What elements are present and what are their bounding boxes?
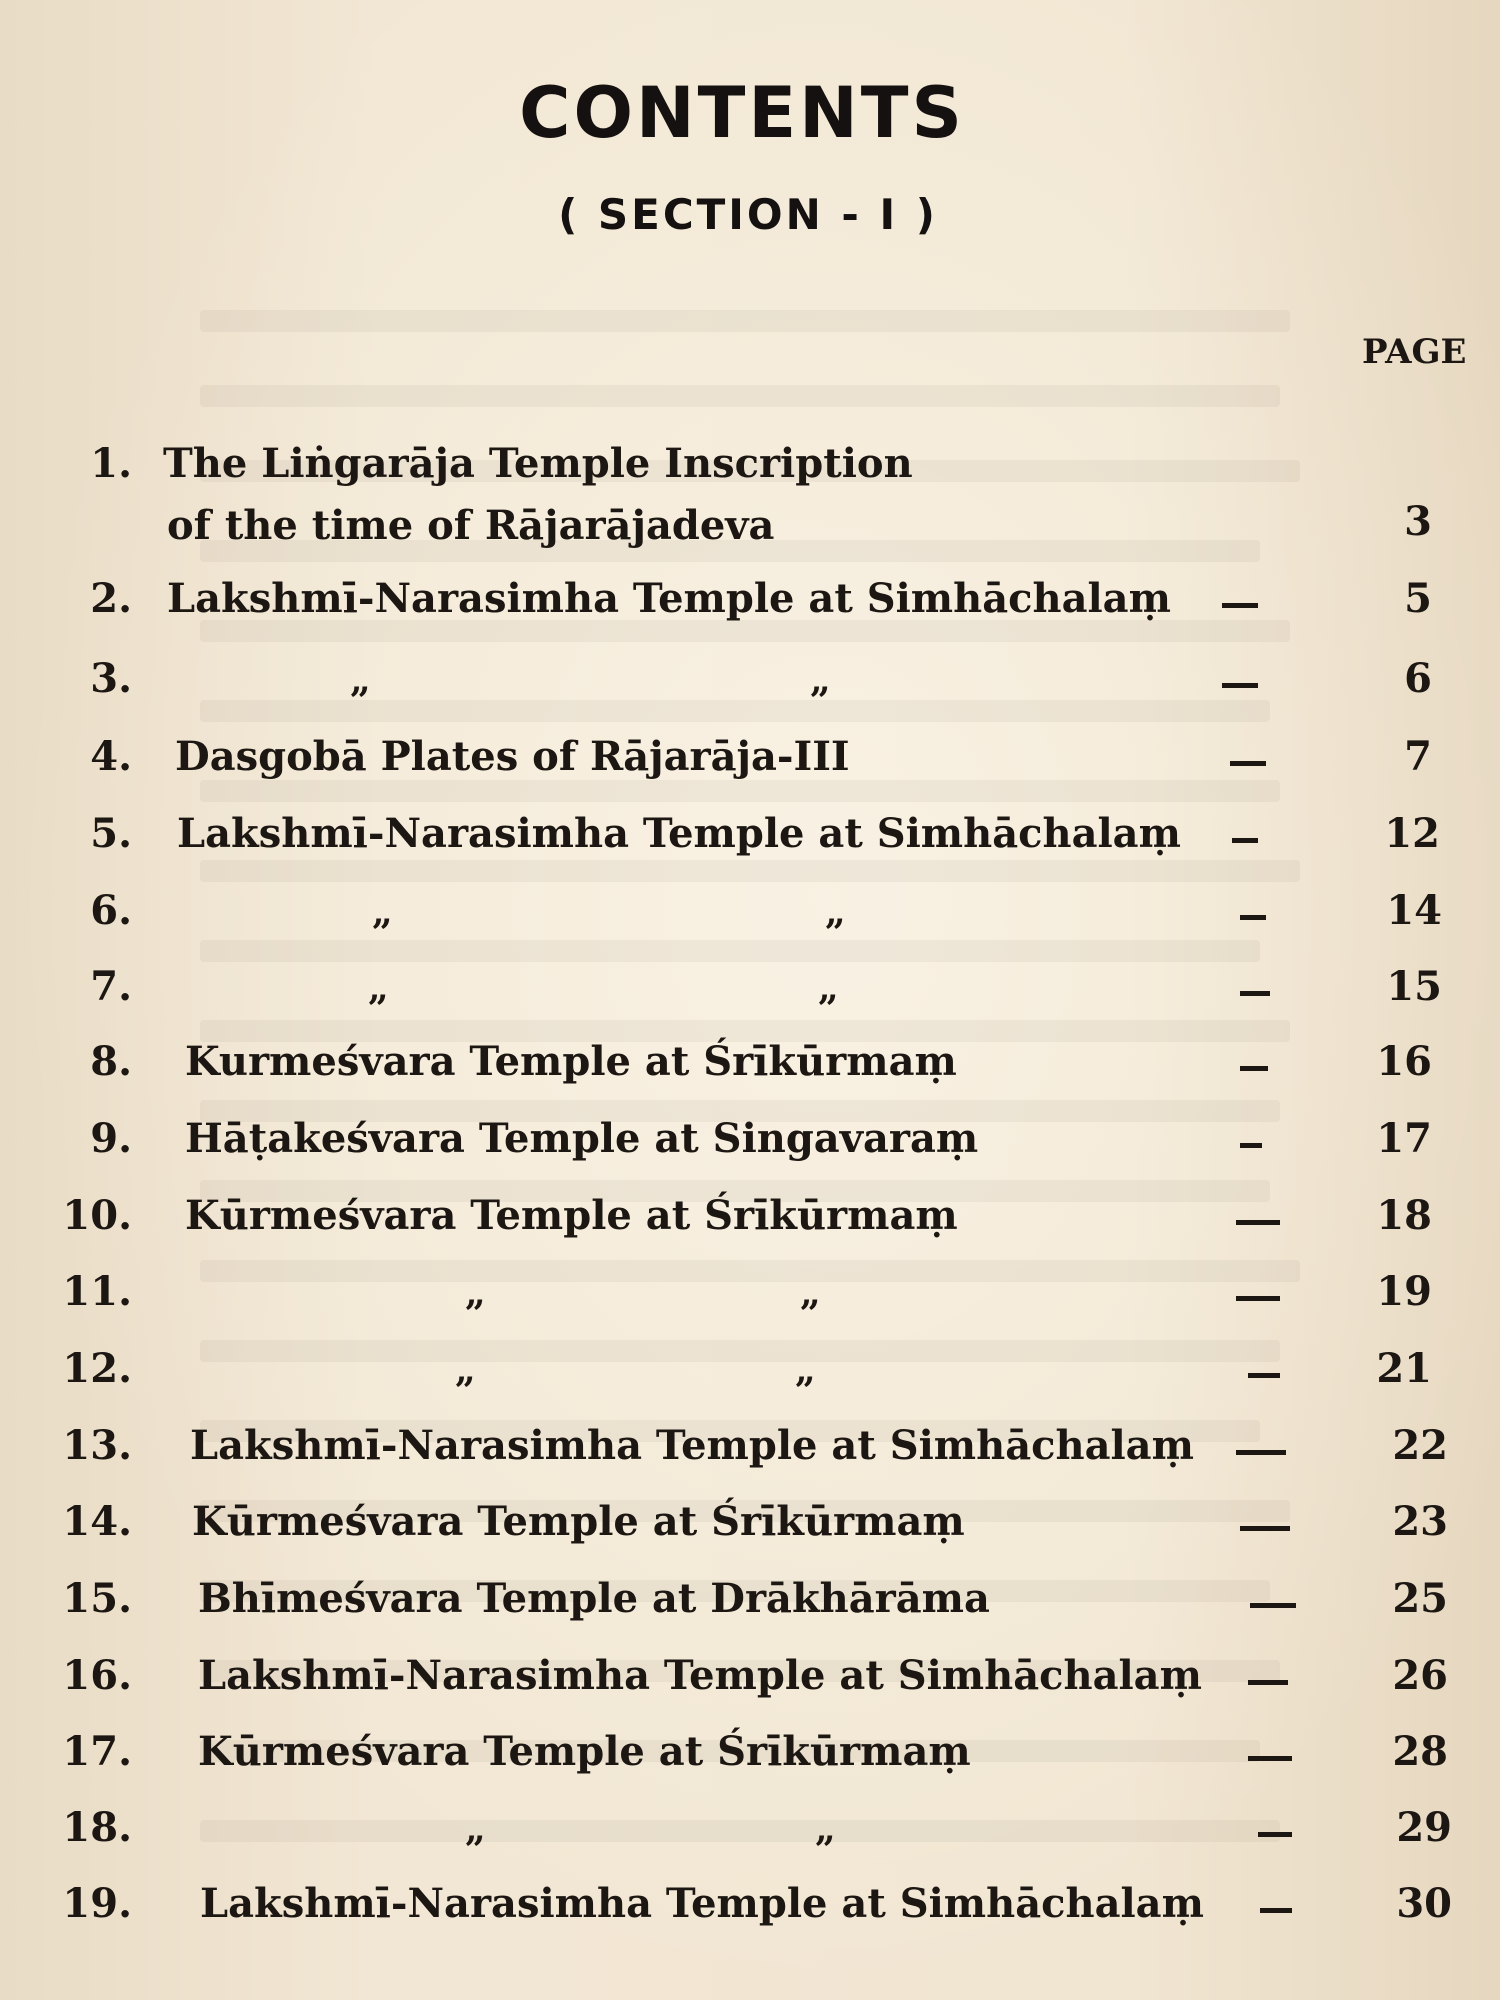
contents-entry: [0, 1728, 1500, 1788]
entry-title: Lakshmī-Narasimha Temple at Simhāchalaṃ: [200, 1880, 1204, 1927]
entry-title: Dasgobā Plates of Rājarāja-III: [175, 733, 850, 780]
leader-dash: [1258, 1832, 1292, 1837]
ditto-mark: „: [825, 891, 847, 933]
contents-entry: [0, 575, 1500, 635]
entry-title: Hāṭakeśvara Temple at Singavaraṃ: [185, 1115, 979, 1162]
entry-title: Lakshmī-Narasimha Temple at Simhāchalaṃ: [198, 1652, 1202, 1699]
entry-number: 16.: [62, 1652, 132, 1699]
entry-page-number: 14: [1386, 887, 1442, 934]
entry-number: 2.: [90, 575, 132, 622]
entry-number: 14.: [62, 1498, 132, 1545]
entry-page-number: 3: [1404, 498, 1432, 545]
entry-number: 18.: [62, 1804, 132, 1851]
entry-title: Lakshmī-Narasimha Temple at Simhāchalaṃ: [190, 1422, 1194, 1469]
contents-entry: [0, 1804, 1500, 1864]
leader-dash: [1236, 1450, 1286, 1455]
leader-dash: [1240, 1143, 1262, 1148]
entry-page-number: 5: [1404, 575, 1432, 622]
entry-page-number: 18: [1376, 1192, 1432, 1239]
leader-dash: [1250, 1603, 1296, 1608]
entry-page-number: 16: [1376, 1038, 1432, 1085]
ditto-mark: „: [815, 1808, 837, 1850]
ditto-mark: „: [372, 891, 394, 933]
entry-title: The Liṅgarāja Temple Inscription: [163, 440, 913, 487]
entry-page-number: 19: [1376, 1268, 1432, 1315]
ditto-mark: „: [350, 659, 372, 701]
entry-number: 5.: [90, 810, 132, 857]
entry-number: 9.: [90, 1115, 132, 1162]
ditto-mark: „: [795, 1349, 817, 1391]
entry-title: Lakshmī-Narasimha Temple at Simhāchalaṃ: [177, 810, 1181, 857]
entry-page-number: 21: [1376, 1345, 1432, 1392]
ditto-mark: „: [455, 1349, 477, 1391]
entry-page-number: 26: [1392, 1652, 1448, 1699]
entry-page-number: 30: [1396, 1880, 1452, 1927]
contents-entry: [0, 440, 1500, 562]
contents-entry: [0, 733, 1500, 793]
entry-title: Kūrmeśvara Temple at Śrīkūrmaṃ: [185, 1192, 958, 1239]
leader-dash: [1248, 1756, 1292, 1761]
leader-dash: [1230, 761, 1266, 766]
leader-dash: [1240, 1066, 1268, 1071]
leader-dash: [1248, 1373, 1280, 1378]
ditto-mark: „: [465, 1808, 487, 1850]
contents-entry: [0, 1268, 1500, 1328]
ditto-mark: „: [465, 1272, 487, 1314]
leader-dash: [1260, 1908, 1292, 1913]
leader-dash: [1240, 915, 1266, 920]
entry-number: 12.: [62, 1345, 132, 1392]
leader-dash: [1222, 603, 1258, 608]
contents-entry: [0, 1038, 1500, 1098]
leader-dash: [1248, 1680, 1288, 1685]
entry-number: 1.: [90, 440, 132, 487]
entry-title: Bhīmeśvara Temple at Drākhārāma: [198, 1575, 990, 1622]
entry-page-number: 22: [1392, 1422, 1448, 1469]
ditto-mark: „: [368, 967, 390, 1009]
entry-number: 4.: [90, 733, 132, 780]
contents-entry: [0, 655, 1500, 715]
entry-page-number: 12: [1384, 810, 1440, 857]
entry-page-number: 29: [1396, 1804, 1452, 1851]
contents-entry: [0, 1498, 1500, 1558]
entry-number: 17.: [62, 1728, 132, 1775]
leader-dash: [1236, 1296, 1280, 1301]
entry-number: 6.: [90, 887, 132, 934]
contents-entry: [0, 1115, 1500, 1175]
ditto-mark: „: [800, 1272, 822, 1314]
leader-dash: [1240, 991, 1270, 996]
entry-page-number: 7: [1404, 733, 1432, 780]
contents-entry: [0, 1192, 1500, 1252]
leader-dash: [1222, 683, 1258, 688]
ditto-mark: „: [810, 659, 832, 701]
contents-entry: [0, 810, 1500, 870]
entry-number: 11.: [62, 1268, 132, 1315]
entry-number: 3.: [90, 655, 132, 702]
entry-title: Kurmeśvara Temple at Śrīkūrmaṃ: [185, 1038, 957, 1085]
ditto-mark: „: [818, 967, 840, 1009]
entry-title: Kūrmeśvara Temple at Śrīkūrmaṃ: [192, 1498, 965, 1545]
entry-number: 15.: [62, 1575, 132, 1622]
entry-page-number: 28: [1392, 1728, 1448, 1775]
entry-title: Lakshmī-Narasimha Temple at Simhāchalaṃ: [167, 575, 1171, 622]
entry-page-number: 25: [1392, 1575, 1448, 1622]
entry-number: 13.: [62, 1422, 132, 1469]
contents-entry: [0, 1880, 1500, 1940]
entry-number: 7.: [90, 963, 132, 1010]
section-heading: ( SECTION - I ): [558, 190, 938, 239]
contents-entry: [0, 1422, 1500, 1482]
page-title: CONTENTS: [519, 72, 965, 154]
page-column-heading: PAGE: [1362, 332, 1467, 372]
entry-title: Kūrmeśvara Temple at Śrīkūrmaṃ: [198, 1728, 971, 1775]
leader-dash: [1240, 1526, 1290, 1531]
contents-entry: [0, 963, 1500, 1023]
entry-number: 19.: [62, 1880, 132, 1927]
entry-title-continued: of the time of Rājarājadeva: [167, 502, 775, 549]
entry-page-number: 17: [1376, 1115, 1432, 1162]
contents-entry: [0, 1575, 1500, 1635]
contents-entry: [0, 887, 1500, 947]
entry-number: 8.: [90, 1038, 132, 1085]
contents-entry: [0, 1652, 1500, 1712]
entry-page-number: 23: [1392, 1498, 1448, 1545]
leader-dash: [1236, 1220, 1280, 1225]
leader-dash: [1232, 838, 1258, 843]
entry-number: 10.: [62, 1192, 132, 1239]
entry-page-number: 6: [1404, 655, 1432, 702]
contents-entry: [0, 1345, 1500, 1405]
entry-page-number: 15: [1386, 963, 1442, 1010]
